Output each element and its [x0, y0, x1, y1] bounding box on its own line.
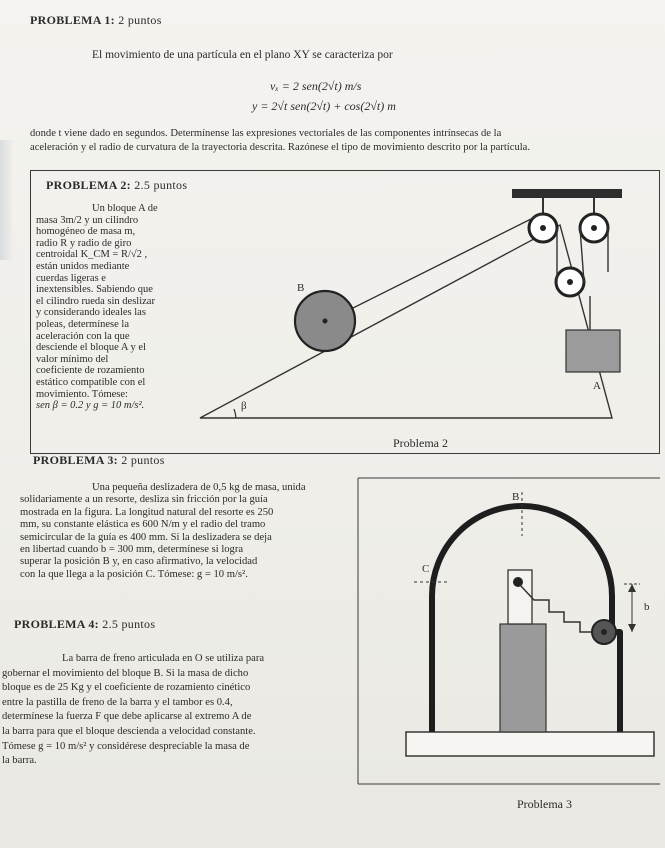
- label-a-block: A: [593, 380, 601, 392]
- spring-pivot: [513, 577, 523, 587]
- label-b-dimension: b: [644, 601, 650, 613]
- problem-2-line: masa 3m/2 y un cilindro: [36, 214, 139, 226]
- problem-2-line: aceleración con la que: [36, 330, 130, 342]
- problem-2-line: poleas, determínese la: [36, 318, 130, 330]
- label-beta: β: [241, 400, 247, 412]
- problem-2-title: PROBLEMA 2:: [46, 178, 131, 192]
- ground-base: [406, 732, 654, 756]
- problem-2-caption: Problema 2: [393, 436, 448, 450]
- problem-2-line: desciende el bloque A y el: [36, 342, 146, 354]
- problem-4-line: la barra.: [2, 755, 37, 767]
- problem-4-line: determínese la fuerza F que debe aplicarse al extremo A de: [2, 711, 252, 723]
- problem-4-points: 2.5 puntos: [102, 617, 156, 631]
- problem-2-points: 2.5 puntos: [134, 178, 188, 192]
- problem-4-line: Tómese g = 10 m/s² y considérese despreciable la masa de: [2, 740, 250, 752]
- problem-4-line: la barra para que el bloque descienda a velocidad constante.: [2, 725, 256, 737]
- problem-3-line: con la que llega a la posición C. Tómese: g = 10 m/s².: [20, 568, 248, 580]
- problem-2-line: cuerdas ligeras e: [36, 272, 106, 284]
- problem-2-line: inextensibles. Sabiendo que: [36, 284, 153, 296]
- problem-1-body-line-2: aceleración y el radio de curvatura de la trayectoria descrita. Razónese el tipo de movimiento descrito por la partícula.: [30, 142, 531, 153]
- problem-1-title: PROBLEMA 1:: [30, 13, 115, 27]
- problem-2-line: coeficiente de rozamiento: [36, 365, 145, 377]
- problem-2-line: el cilindro rueda sin deslizar: [36, 295, 155, 307]
- problem-3-line: solidariamente a un resorte, desliza sin fricción por la guía: [20, 494, 268, 506]
- label-c-position: C: [422, 563, 430, 575]
- problem-3-title: PROBLEMA 3:: [33, 453, 118, 467]
- problem-1-intro: El movimiento de una partícula en el plano XY se caracteriza por: [92, 49, 393, 61]
- problem-3-line: Una pequeña deslizadera de 0,5 kg de masa, unida: [92, 482, 306, 493]
- problem-3-line: en libertad cuando b = 300 mm, determínese si logra: [20, 544, 244, 556]
- spring-post: [500, 624, 546, 732]
- label-b-position: B: [512, 491, 520, 503]
- problem-2-line: homogéneo de masa m,: [36, 226, 136, 238]
- problem-3-caption: Problema 3: [517, 797, 572, 811]
- problem-3-line: superar la posición B y, en caso afirmativo, la velocidad: [20, 556, 258, 568]
- problem-2-line: movimiento. Tómese:: [36, 388, 128, 400]
- problem-4-line: bloque es de 25 Kg y el coeficiente de rozamiento cinético: [2, 682, 251, 694]
- problem-3-line: mm, su constante elástica es 600 N/m y el radio del tramo: [20, 519, 266, 531]
- label-b-cylinder: B: [297, 282, 305, 294]
- problem-1-body-line-1: donde t viene dado en segundos. Determínense las expresiones vectoriales de las componentes intrínsecas de la: [30, 128, 502, 139]
- problem-2-line: radio R y radio de giro: [36, 237, 132, 249]
- problem-1-points: 2 puntos: [118, 13, 162, 27]
- problem-4-heading: [14, 617, 155, 632]
- problem-3-line: semicircular de la guía es 400 mm. Si la deslizadera se deja: [20, 531, 272, 543]
- problem-3-points: 2 puntos: [121, 453, 165, 467]
- problem-1-equation-y: y = 2√t sen(2√t) + cos(2√t) m: [252, 99, 396, 113]
- problem-3-line: mostrada en la figura. La longitud natural del resorte es 250: [20, 506, 274, 518]
- problem-2-line: Un bloque A de: [92, 203, 158, 214]
- problem-2-line: y considerando ideales las: [36, 307, 146, 319]
- problem-4-text: [2, 652, 354, 769]
- problem-2-line: sen β = 0.2 y g = 10 m/s².: [36, 400, 145, 412]
- problem-4-line: La barra de freno articulada en O se utiliza para: [62, 653, 265, 664]
- problem-2-line: valor mínimo del: [36, 353, 109, 365]
- problem-2-line: estático compatible con el: [36, 376, 146, 388]
- problem-4-line: entre la pastilla de freno de la barra y el tambor es 0.4,: [2, 696, 233, 708]
- problem-4-line: gobernar el movimiento del bloque B. Si la masa de dicho: [2, 667, 249, 679]
- problem-2-line: están unidos mediante: [36, 260, 130, 272]
- problem-1-equation-vx: vₓ = 2 sen(2√t) m/s: [270, 79, 362, 93]
- problem-4-title: PROBLEMA 4:: [14, 617, 99, 631]
- problem-2-line: centroidal K_CM = R/√2 ,: [36, 249, 148, 261]
